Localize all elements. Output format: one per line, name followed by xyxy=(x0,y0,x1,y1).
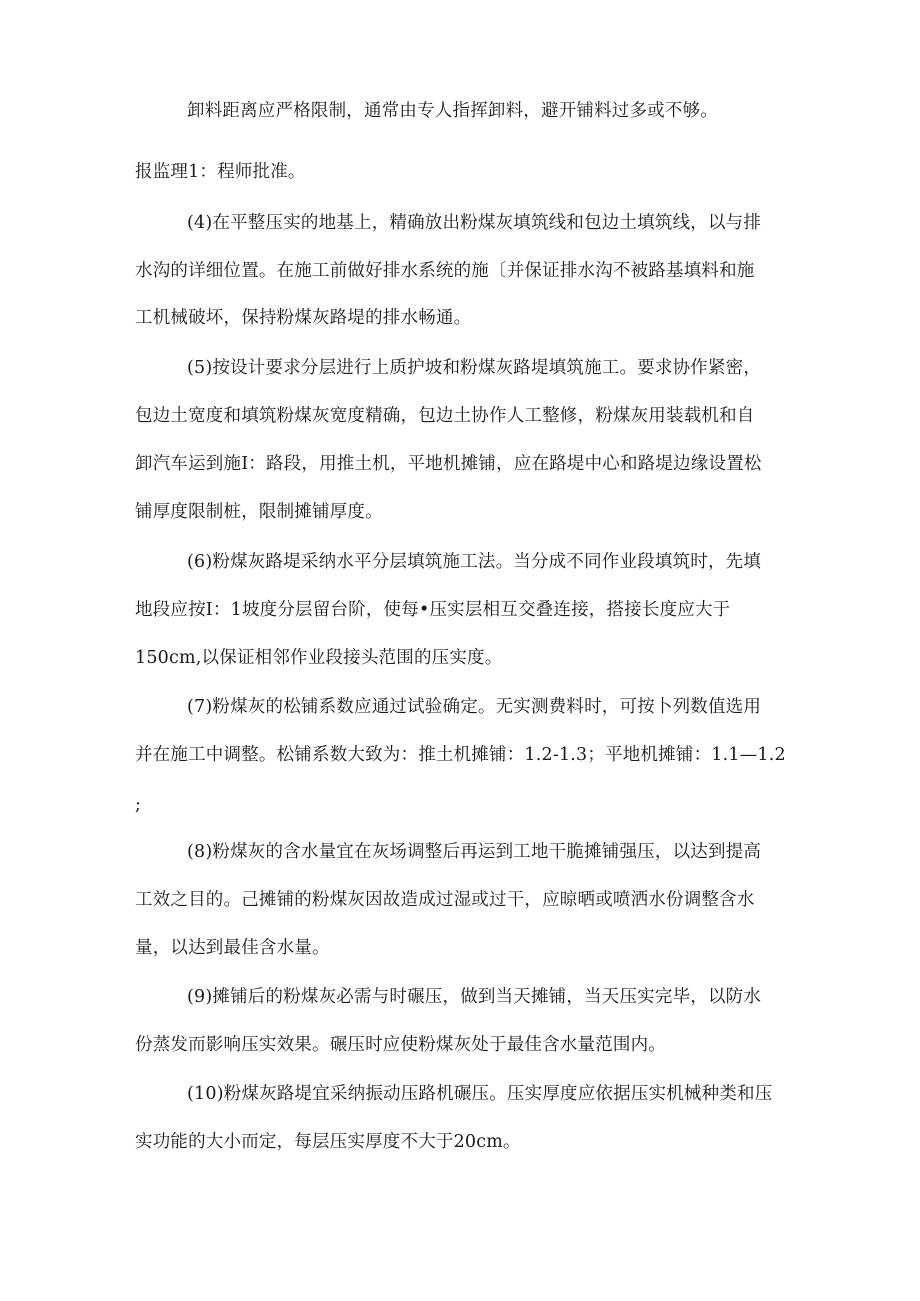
paragraph-10-line-2: 实功能的大小而定，每层压实厚度不大于20cm。 xyxy=(135,1132,521,1152)
paragraph-7-line-3: ; xyxy=(135,795,142,815)
paragraph-7-line-2: 并在施工中调整。松铺系数大致为：推土机摊铺：1.2-1.3；平地机摊铺：1.1—1.2 xyxy=(135,745,786,765)
paragraph-7-line-1: (7)粉煤灰的松铺系数应通过试验确定。无实测费料时，可按卜列数值选用 xyxy=(187,697,762,717)
paragraph-6-line-1: (6)粉煤灰路堤采纳水平分层填筑施工法。当分成不同作业段填筑时，先填 xyxy=(187,552,762,572)
paragraph-8-line-2: 工效之目的。己摊铺的粉煤灰因故造成过湿或过干，应晾晒或喷洒水份调整含水 xyxy=(135,890,755,910)
paragraph-8-line-1: (8)粉煤灰的含水量宜在灰场调整后再运到工地干脆摊铺强压，以达到提高 xyxy=(187,842,762,862)
paragraph-9-line-1: (9)摊铺后的粉煤灰必需与时碾压，做到当天摊铺，当天压实完毕，以防水 xyxy=(187,987,762,1007)
paragraph-5-line-2: 包边土宽度和填筑粉煤灰宽度精确，包边土协作人工整修，粉煤灰用装载机和自 xyxy=(135,406,755,426)
text-line: 卸料距离应严格限制，通常由专人指挥卸料，避开铺料过多或不够。 xyxy=(187,101,718,121)
paragraph-5-line-3: 卸汽车运到施I：路段，用推土机，平地机摊铺，应在路堤中心和路堤边缘设置松 xyxy=(135,454,762,474)
paragraph-6-line-2: 地段应按I：1坡度分层留台阶，使每•压实层相互交叠连接，搭接长度应大于 xyxy=(135,600,731,620)
paragraph-4-line-2: 水沟的详细位置。在施工前做好排水系统的施〔并保证排水沟不被路基填料和施 xyxy=(135,261,755,281)
text-line: 报监理1：程师批准。 xyxy=(135,162,306,182)
paragraph-4-line-1: (4)在平整压实的地基上，精确放出粉煤灰填筑线和包边土填筑线，以与排 xyxy=(187,213,762,233)
paragraph-4-line-3: 工机械破坏，保持粉煤灰路堤的排水畅通。 xyxy=(135,308,472,328)
paragraph-8-line-3: 量，以达到最佳含水量。 xyxy=(135,938,330,958)
paragraph-5-line-4: 铺厚度限制桩，限制摊铺厚度。 xyxy=(135,502,383,522)
paragraph-9-line-2: 份蒸发而影响压实效果。碾压时应使粉煤灰处于最佳含水量范围内。 xyxy=(135,1035,666,1055)
paragraph-6-line-3: 150cm,以保证相邻作业段接头范围的压实度。 xyxy=(135,648,503,668)
paragraph-5-line-1: (5)按设计要求分层进行上质护坡和粉煤灰路堤填筑施工。要求协作紧密， xyxy=(187,358,762,378)
paragraph-10-line-1: (10)粉煤灰路堤宜采纳振动压路机碾压。压实厚度应依据压实机械种类和压 xyxy=(187,1084,773,1104)
